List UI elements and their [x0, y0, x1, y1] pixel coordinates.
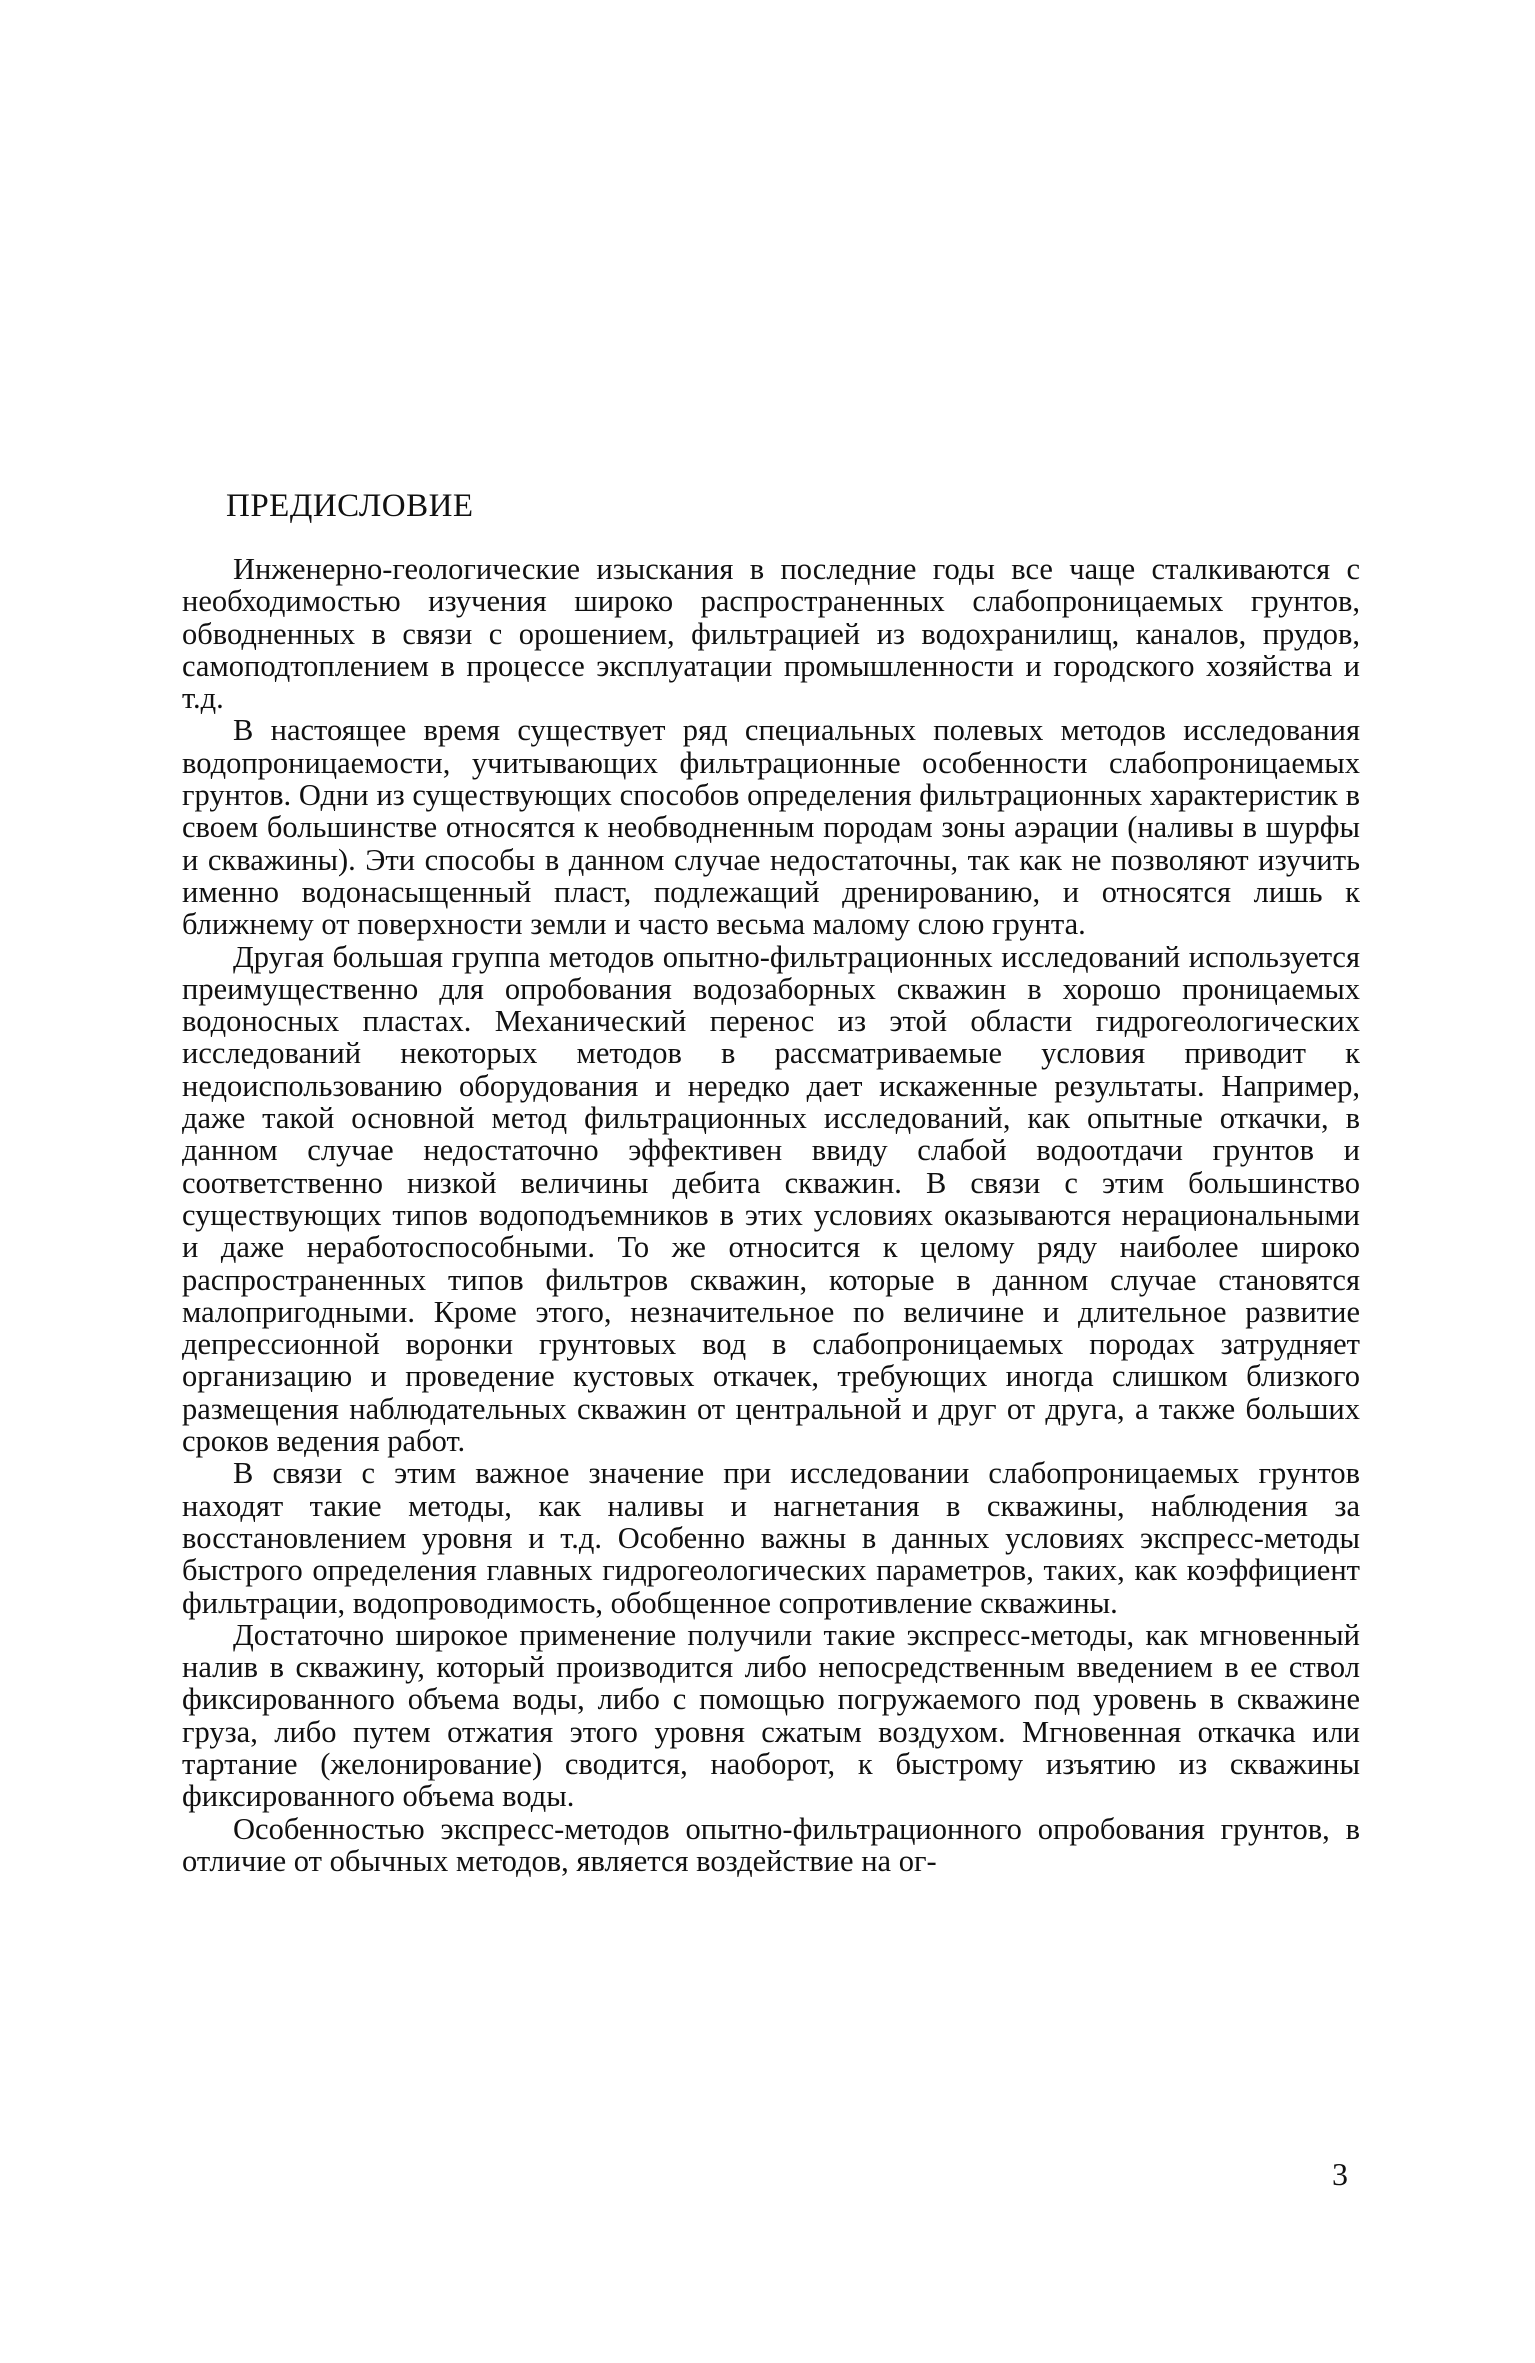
- body-text: [182, 553, 1360, 1877]
- paragraph: Особенностью экспресс-методов опытно-фильтрационного опробования грунтов, в отличие от обычных методов, является воздействие на ог-: [182, 1811, 1360, 1878]
- paragraph: В связи с этим важное значение при исследовании слабопроницаемых грунтов находят такие методы, как наливы и нагнетания в скважины, наблюдения за восстановлением уровня и т.д. Особенно важны в данных условиях экспресс-методы быстрого определения главных гидрогеологических параметров, таких, как коэффициент фильтрации, водопроводимость, обобщенное сопротивление скважины.: [182, 1456, 1360, 1620]
- paragraph: В настоящее время существует ряд специальных полевых методов исследования водопроницаемости, учитывающих фильтрационные особенности слабопроницаемых грунтов. Одни из существующих способов определения фильтрационных характеристик в своем большинстве относятся к необводненным породам зоны аэрации (наливы в шурфы и скважины). Эти способы в данном случае недостаточны, так как не позволяют изучить именно водонасыщенный пласт, подлежащий дренированию, и относятся лишь к ближнему от поверхности земли и часто весьма малому слою грунта.: [182, 713, 1360, 942]
- page-title: ПРЕДИСЛОВИЕ: [226, 488, 474, 524]
- paragraph: Достаточно широкое применение получили такие экспресс-методы, как мгновенный налив в скважину, который производится либо непосредственным введением в ее ствол фиксированного объема воды, либо с помощью погружаемого под уровень в скважине груза, либо путем отжатия этого уровня сжатым воздухом. Мгновенная откачка или тартание (желонирование) сводится, наоборот, к быстрому изъятию из скважины фиксированного объема воды.: [182, 1617, 1360, 1814]
- paragraph: Инженерно-геологические изыскания в последние годы все чаще сталкиваются с необходимостью изучения широко распространенных слабопроницаемых грунтов, обводненных в связи с орошением, фильтрацией из водохранилищ, каналов, прудов, самоподтоплением в процессе эксплуатации промышленности и городского хозяйства и т.д.: [182, 552, 1360, 716]
- paragraph: Другая большая группа методов опытно-фильтрационных исследований используется преимущественно для опробования водозаборных скважин в хорошо проницаемых водоносных пластах. Механический перенос из этой области гидрогеологических исследований некоторых методов в рассматриваемые условия приводит к недоиспользованию оборудования и нередко дает искаженные результаты. Например, даже такой основной метод фильтрационных исследований, как опытные откачки, в данном случае недостаточно эффективен ввиду слабой водоотдачи грунтов и соответственно низкой величины дебита скважин. В связи с этим большинство существующих типов водоподъемников в этих условиях оказываются нерациональными и даже неработоспособными. То же относится к целому ряду наиболее широко распространенных типов фильтров скважин, которые в данном случае становятся малопригодными. Кроме этого, незначительное по величине и длительное развитие депрессионной воронки грунтовых вод в слабопроницаемых породах затрудняет организацию и проведение кустовых откачек, требующих иногда слишком близкого размещения наблюдательных скважин от центральной и друг от друга, а также больших сроков ведения работ.: [182, 939, 1360, 1459]
- page-number: 3: [1332, 2156, 1348, 2192]
